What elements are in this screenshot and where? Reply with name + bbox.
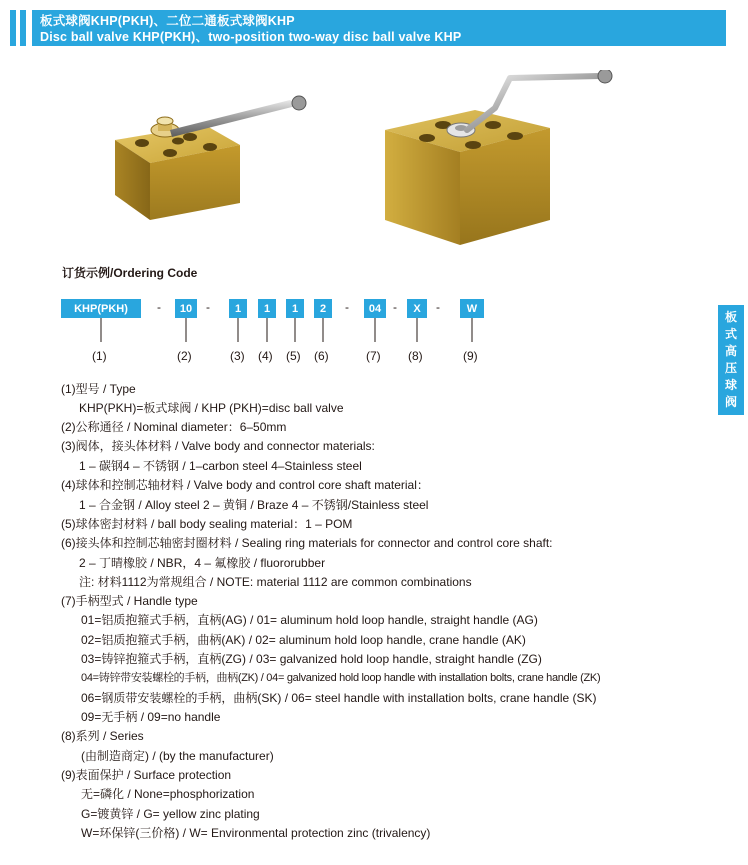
ball-material-options: 1 – 合金钢 / Alloy steel 2 – 黄铜 / Braze 4 – 不锈钢/Stainless steel bbox=[79, 498, 429, 512]
dash: - bbox=[206, 300, 210, 314]
series-value: (由制造商定) / (by the manufacturer) bbox=[81, 749, 274, 763]
code-box-handle: 04 bbox=[364, 299, 386, 318]
code-box-seal-material: 1 bbox=[286, 299, 304, 318]
material-note: 注: 材料1112为常规组合 / NOTE: material 1112 are common combinations bbox=[79, 575, 472, 589]
side-tab-char: 阀 bbox=[724, 395, 737, 409]
side-tab-char: 球 bbox=[724, 378, 737, 392]
surface-option-w: W=环保锌(三价格) / W= Environmental protection zinc (trivalency) bbox=[81, 826, 431, 840]
header-stripe-1 bbox=[10, 10, 16, 46]
handle-option-06: 06=钢质带安装螺栓的手柄，曲柄(SK) / 06= steel handle with installation bolts, crane handle (SK) bbox=[81, 691, 597, 705]
dash: - bbox=[157, 300, 161, 314]
side-tab bbox=[718, 305, 744, 415]
code-number-1: (1) bbox=[92, 349, 107, 363]
handle-option-04: 04=铸锌带安装螺栓的手柄，曲柄(ZK) / 04= galvanized hold loop handle with installation bolts, crane handle (ZK) bbox=[81, 672, 601, 684]
valve-photo-straight-handle bbox=[110, 85, 320, 225]
side-tab-char: 高 bbox=[724, 344, 737, 358]
dash: - bbox=[345, 300, 349, 314]
code-number-8: (8) bbox=[408, 349, 423, 363]
code-number-7: (7) bbox=[366, 349, 381, 363]
body-material-options: 1 – 碳钢4 – 不锈钢 / 1–carbon steel 4–Stainless steel bbox=[79, 459, 362, 473]
surface-option-none: 无=磷化 / None=phosphorization bbox=[81, 787, 255, 801]
dash: - bbox=[436, 300, 440, 314]
section-body-material-heading: (3)阀体，接头体材料 / Valve body and connector materials: bbox=[61, 439, 375, 453]
section-diameter-heading: (2)公称通径 / Nominal diameter：6–50mm bbox=[61, 420, 287, 434]
side-tab-char: 式 bbox=[724, 327, 737, 341]
code-box-diameter: 10 bbox=[175, 299, 197, 318]
code-number-3: (3) bbox=[230, 349, 245, 363]
code-number-6: (6) bbox=[314, 349, 329, 363]
section-ball-material-heading: (4)球体和控制芯轴材料 / Valve body and control core shaft material： bbox=[61, 478, 429, 492]
ordering-code-title: 订货示例/Ordering Code bbox=[62, 266, 198, 280]
code-box-body-material: 1 bbox=[229, 299, 247, 318]
header-stripe-2 bbox=[20, 10, 26, 46]
handle-option-02: 02=铝质抱箍式手柄，曲柄(AK) / 02= aluminum hold loop handle, crane handle (AK) bbox=[81, 633, 526, 647]
side-tab-char: 压 bbox=[724, 361, 737, 375]
title-chinese: 板式球阀KHP(PKH)、二位二通板式球阀KHP bbox=[40, 14, 295, 28]
code-box-surface: W bbox=[460, 299, 484, 318]
handle-option-09: 09=无手柄 / 09=no handle bbox=[81, 710, 221, 724]
code-number-9: (9) bbox=[463, 349, 478, 363]
code-box-type: KHP(PKH) bbox=[61, 299, 141, 318]
section-type-heading: (1)型号 / Type bbox=[61, 382, 136, 396]
section-series-heading: (8)系列 / Series bbox=[61, 729, 144, 743]
title-english: Disc ball valve KHP(PKH)、two-position two-way disc ball valve KHP bbox=[40, 30, 462, 44]
code-box-series: X bbox=[407, 299, 427, 318]
handle-option-01: 01=铝质抱箍式手柄，直柄(AG) / 01= aluminum hold loop handle, straight handle (AG) bbox=[81, 613, 538, 627]
dash: - bbox=[393, 300, 397, 314]
ring-material-options: 2 – 丁晴橡胶 / NBR，4 – 氟橡胶 / fluororubber bbox=[79, 556, 326, 570]
surface-option-g: G=镀黄锌 / G= yellow zinc plating bbox=[81, 807, 260, 821]
code-number-4: (4) bbox=[258, 349, 273, 363]
code-box-ring-material: 2 bbox=[314, 299, 332, 318]
code-box-ball-material: 1 bbox=[258, 299, 276, 318]
code-number-5: (5) bbox=[286, 349, 301, 363]
valve-photo-crane-handle bbox=[375, 70, 625, 250]
section-seal-material: (5)球体密封材料 / ball body sealing material：1 – POM bbox=[61, 517, 353, 531]
side-tab-char: 板 bbox=[724, 310, 737, 324]
code-number-2: (2) bbox=[177, 349, 192, 363]
section-handle-heading: (7)手柄型式 / Handle type bbox=[61, 594, 198, 608]
section-surface-heading: (9)表面保护 / Surface protection bbox=[61, 768, 232, 782]
section-ring-material-heading: (6)接头体和控制芯轴密封圈材料 / Sealing ring materials for connector and control core shaft: bbox=[61, 536, 553, 550]
handle-option-03: 03=铸锌抱箍式手柄，直柄(ZG) / 03= galvanized hold loop handle, straight handle (ZG) bbox=[81, 652, 542, 666]
type-value: KHP(PKH)=板式球阀 / KHP (PKH)=disc ball valve bbox=[79, 401, 344, 415]
